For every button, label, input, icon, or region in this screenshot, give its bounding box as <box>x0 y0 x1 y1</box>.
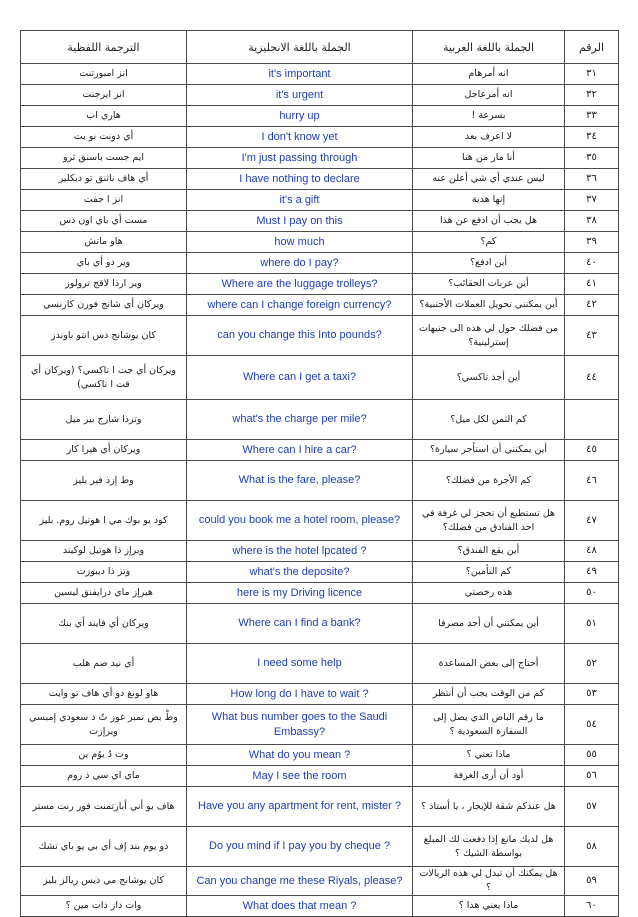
arabic-phrase: أين يمكنني أن أجد مصرفا <box>413 604 565 644</box>
row-number: ٦٠ <box>565 896 619 917</box>
english-phrase: How long do I have to wait ? <box>187 684 413 705</box>
transliteration: وير دو أي باي <box>21 253 187 274</box>
english-phrase: here is my Driving licence <box>187 583 413 604</box>
transliteration: أي نيد صم هلب <box>21 644 187 684</box>
header-arabic: الجملة باللغة العربية <box>413 31 565 64</box>
arabic-phrase: هل يجب أن ادفع عن هذا <box>413 211 565 232</box>
row-number: ٥٥ <box>565 745 619 766</box>
row-number: ٤٩ <box>565 562 619 583</box>
row-number: ٥٩ <box>565 867 619 896</box>
arabic-phrase: بسرعة ! <box>413 106 565 127</box>
english-phrase: what's the deposite? <box>187 562 413 583</box>
english-phrase: it's important <box>187 64 413 85</box>
table-row <box>21 787 619 827</box>
english-phrase: What bus number goes to the Saudi Embassy? <box>187 705 413 745</box>
english-phrase: could you book me a hotel room, please? <box>187 501 413 541</box>
table-row <box>21 274 619 295</box>
table-row <box>21 211 619 232</box>
transliteration: ويرإز ذا هوتيل لوكيتد <box>21 541 187 562</box>
transliteration: هاف يو أني أبارتمنت فور رنت مستر <box>21 787 187 827</box>
row-number: ٣٨ <box>565 211 619 232</box>
transliteration: انز امبورتنت <box>21 64 187 85</box>
english-phrase: where is the hotel lpcated ? <box>187 541 413 562</box>
arabic-phrase: ما رقم الباص الذي يصل إلى السفارة السعودية ؟ <box>413 705 565 745</box>
row-number: ٣٩ <box>565 232 619 253</box>
english-phrase: it's a gift <box>187 190 413 211</box>
arabic-phrase: ماذا يعني هذا ؟ <box>413 896 565 917</box>
transliteration: وتز ذا ديبوزت <box>21 562 187 583</box>
english-phrase: Where are the luggage trolleys? <box>187 274 413 295</box>
phrase-table-page <box>20 30 618 917</box>
english-phrase: Must I pay on this <box>187 211 413 232</box>
table-row <box>21 766 619 787</box>
english-phrase: Where can I find a bank? <box>187 604 413 644</box>
row-number: ٣٥ <box>565 148 619 169</box>
transliteration: كود يو بوك مي ا هوتيل روم. بليز <box>21 501 187 541</box>
transliteration: ايم جست باسنق ثرو <box>21 148 187 169</box>
table-row <box>21 644 619 684</box>
table-row <box>21 85 619 106</box>
table-row <box>21 501 619 541</box>
row-number: ٣٦ <box>565 169 619 190</box>
arabic-phrase: كم التأمين؟ <box>413 562 565 583</box>
row-number: ٥٨ <box>565 827 619 867</box>
table-row <box>21 684 619 705</box>
arabic-phrase: كم من الوقت يجب أن أنتظر <box>413 684 565 705</box>
arabic-phrase: انه أمرعاجل <box>413 85 565 106</box>
transliteration: وطْ بص نمبر غوز تُ ذ سعودي إمبسي ويرإزت <box>21 705 187 745</box>
row-number: ٥٠ <box>565 583 619 604</box>
arabic-phrase: أنا مار من هنا <box>413 148 565 169</box>
table-row <box>21 316 619 356</box>
arabic-phrase: أين يمكنني تحويل العملات الأجنبية؟ <box>413 295 565 316</box>
arabic-phrase: أين أجد تاكسي؟ <box>413 356 565 400</box>
arabic-phrase: كم؟ <box>413 232 565 253</box>
arabic-phrase: انه أمرهام <box>413 64 565 85</box>
transliteration: مست أي باي اون ذس <box>21 211 187 232</box>
row-number: ٥٧ <box>565 787 619 827</box>
table-row <box>21 827 619 867</box>
row-number: ٥٣ <box>565 684 619 705</box>
arabic-phrase: أين يمكنني أن استأجر سيارة؟ <box>413 440 565 461</box>
english-phrase: Have you any apartment for rent, mister ? <box>187 787 413 827</box>
table-row <box>21 148 619 169</box>
table-row <box>21 440 619 461</box>
english-phrase: I need some help <box>187 644 413 684</box>
transliteration: كان يوشانج مي ذيس ريالز بليز <box>21 867 187 896</box>
row-number: ٤٤ <box>565 356 619 400</box>
transliteration: هاو ماتش <box>21 232 187 253</box>
arabic-phrase: هذه رخصتي <box>413 583 565 604</box>
row-number: ٥٦ <box>565 766 619 787</box>
arabic-phrase: أين ادفع؟ <box>413 253 565 274</box>
row-number: ٥٤ <box>565 705 619 745</box>
table-row <box>21 127 619 148</box>
table-row <box>21 400 619 440</box>
row-number: ٤٣ <box>565 316 619 356</box>
table-header-row <box>21 31 619 64</box>
english-phrase: May I see the room <box>187 766 413 787</box>
arabic-phrase: أين يقع الفندق؟ <box>413 541 565 562</box>
table-row <box>21 169 619 190</box>
transliteration: وت دُ يوُم ين <box>21 745 187 766</box>
english-phrase: where do I pay? <box>187 253 413 274</box>
transliteration: أي هاف ناثنق تو ديكلير <box>21 169 187 190</box>
transliteration: وير ارذا لاقج ترولوز <box>21 274 187 295</box>
arabic-phrase: أود أن أرى الغرفة <box>413 766 565 787</box>
transliteration: وتزذا شارج بير ميل <box>21 400 187 440</box>
table-row <box>21 562 619 583</box>
row-number: ٣٧ <box>565 190 619 211</box>
table-row <box>21 541 619 562</box>
table-row <box>21 106 619 127</box>
transliteration: وط إزذ فير بليز <box>21 461 187 501</box>
transliteration: هاري اب <box>21 106 187 127</box>
english-phrase: I have nothing to declare <box>187 169 413 190</box>
row-number: ٤٢ <box>565 295 619 316</box>
english-phrase: Where can I hire a car? <box>187 440 413 461</box>
transliteration: ويركان أي شانج فورن كارنسي <box>21 295 187 316</box>
transliteration: ويركان أي جت ا تاكسي؟ (ويركان أي قت ا تاكسي) <box>21 356 187 400</box>
row-number <box>565 400 619 440</box>
transliteration: أي دونت نو يت <box>21 127 187 148</box>
transliteration: دو يوم بند إف أي بي يو باي تشك <box>21 827 187 867</box>
arabic-phrase: هل يمكنك أن تبدل لي هذه الريالات ؟ <box>413 867 565 896</box>
row-number: ٤٥ <box>565 440 619 461</box>
row-number: ٣١ <box>565 64 619 85</box>
english-phrase: hurry up <box>187 106 413 127</box>
table-body <box>21 64 619 917</box>
header-number: الرقم <box>565 31 619 64</box>
row-number: ٤٧ <box>565 501 619 541</box>
transliteration: انز ا جفت <box>21 190 187 211</box>
row-number: ٤٠ <box>565 253 619 274</box>
english-phrase: What do you mean ? <box>187 745 413 766</box>
table-row <box>21 604 619 644</box>
transliteration: ويركان أي هيرا كار <box>21 440 187 461</box>
table-row <box>21 232 619 253</box>
header-transliteration: الترجمة اللفظية <box>21 31 187 64</box>
row-number: ٤١ <box>565 274 619 295</box>
row-number: ٣٤ <box>565 127 619 148</box>
arabic-phrase: لا اعرف بعد <box>413 127 565 148</box>
arabic-phrase: ماذا تعني ؟ <box>413 745 565 766</box>
table-row <box>21 253 619 274</box>
arabic-phrase: من فضلك حول لي هذه الى جنيهات إسترلينية؟ <box>413 316 565 356</box>
table-row <box>21 356 619 400</box>
transliteration: هاو لونغ دو أي هاف تو وايت <box>21 684 187 705</box>
transliteration: ويركان أي فايند أي بنك <box>21 604 187 644</box>
transliteration: كان يوشانج ذس انتو باوندز <box>21 316 187 356</box>
table-row <box>21 64 619 85</box>
arabic-phrase: هل عندكم شقة للإيجار ، يا أستاذ ؟ <box>413 787 565 827</box>
arabic-phrase: ليس عندي أي شي أعلن عنه <box>413 169 565 190</box>
arabic-phrase: أين عربات الحقائب؟ <box>413 274 565 295</box>
english-phrase: I don't know yet <box>187 127 413 148</box>
english-phrase: What does that mean ? <box>187 896 413 917</box>
row-number: ٤٨ <box>565 541 619 562</box>
table-row <box>21 461 619 501</box>
english-phrase: how much <box>187 232 413 253</box>
arabic-phrase: أحتاج إلى بعض المساعدة <box>413 644 565 684</box>
english-phrase: Do you mind if I pay you by cheque ? <box>187 827 413 867</box>
english-phrase: I'm just passing through <box>187 148 413 169</box>
table-row <box>21 745 619 766</box>
transliteration: انز ايرجنت <box>21 85 187 106</box>
arabic-phrase: كم الثمن لكل ميل؟ <box>413 400 565 440</box>
arabic-phrase: إنها هدية <box>413 190 565 211</box>
english-phrase: where can I change foreign currency? <box>187 295 413 316</box>
arabic-phrase: هل لديك مانع إذا دفعت لك المبلغ بواسطة الشيك ؟ <box>413 827 565 867</box>
english-phrase: can you change this Into pounds? <box>187 316 413 356</box>
transliteration: وات داز ذات مين ؟ <box>21 896 187 917</box>
table-row <box>21 705 619 745</box>
row-number: ٥٢ <box>565 644 619 684</box>
english-phrase: Can you change me these Riyals, please? <box>187 867 413 896</box>
english-phrase: it's urgent <box>187 85 413 106</box>
arabic-phrase: كم الأجرة من فضلك؟ <box>413 461 565 501</box>
arabic-phrase: هل تستطيع أن تحجز لي غرفة في احد الفنادق من فضلك؟ <box>413 501 565 541</box>
header-english: الجملة باللغة الانجليزية <box>187 31 413 64</box>
table-row <box>21 896 619 917</box>
table-row <box>21 867 619 896</box>
row-number: ٥١ <box>565 604 619 644</box>
table-row <box>21 583 619 604</box>
row-number: ٣٣ <box>565 106 619 127</box>
table-row <box>21 190 619 211</box>
english-phrase: what's the charge per mile? <box>187 400 413 440</box>
table-row <box>21 295 619 316</box>
phrase-table <box>20 30 619 917</box>
english-phrase: Where can I get a taxi? <box>187 356 413 400</box>
english-phrase: What is the fare, please? <box>187 461 413 501</box>
row-number: ٣٢ <box>565 85 619 106</box>
row-number: ٤٦ <box>565 461 619 501</box>
transliteration: هيرإز ماي درايفنق ليسين <box>21 583 187 604</box>
transliteration: ماي اي سي ذ روم <box>21 766 187 787</box>
